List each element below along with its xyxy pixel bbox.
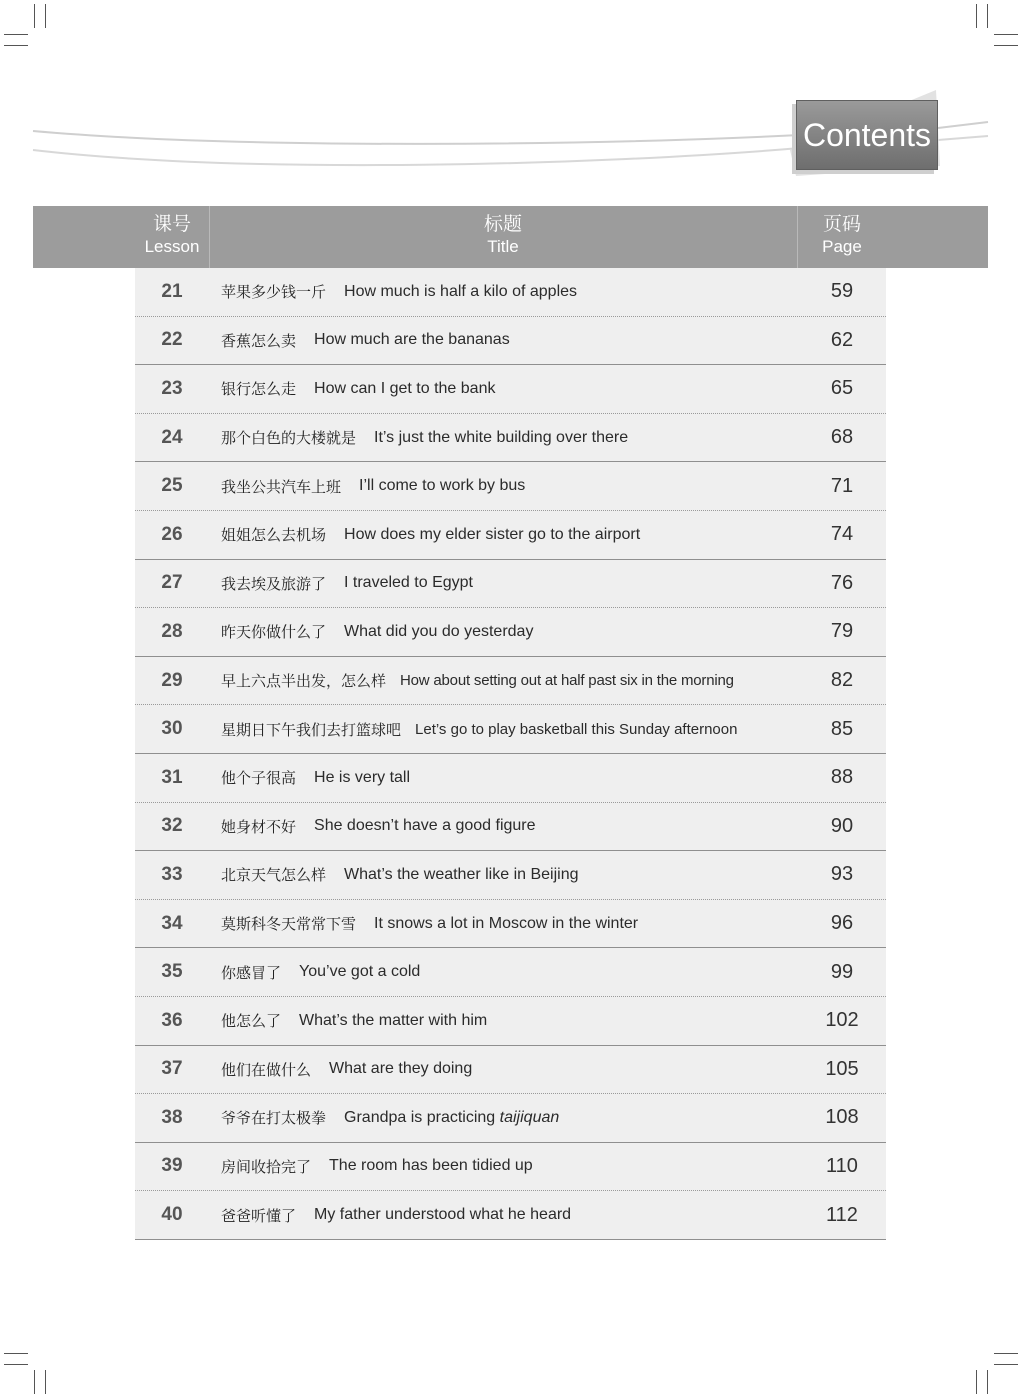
lesson-title [221, 657, 796, 705]
page-number: 108 [825, 1106, 859, 1129]
header-lesson-cn: 课号 [152, 213, 191, 235]
lesson-title-en: He is very tall [314, 768, 411, 786]
table-row[interactable] [135, 900, 886, 949]
lesson-number: 35 [161, 961, 183, 983]
lesson-number: 24 [161, 426, 183, 448]
page-number: 62 [830, 328, 854, 351]
lesson-title-cn: 星期日下午我们去打篮球吧 [221, 720, 402, 739]
page-number: 85 [830, 717, 854, 740]
lesson-title-en: How does my elder sister go to the airport [344, 525, 641, 543]
table-row[interactable] [135, 1046, 886, 1095]
lesson-title-cn: 我去埃及旅游了 [221, 574, 327, 593]
lesson-title [221, 365, 796, 413]
lesson-title [221, 851, 796, 899]
lesson-number: 40 [161, 1204, 183, 1226]
lesson-title-en: What are they doing [329, 1060, 473, 1078]
lesson-title-cn: 银行怎么走 [221, 380, 297, 399]
lesson-title [221, 997, 796, 1045]
header-lesson [135, 206, 209, 268]
lesson-title-en: You’ve got a cold [299, 963, 421, 981]
crop-mark [994, 1364, 1018, 1365]
lesson-number: 30 [161, 718, 183, 740]
page-number: 82 [830, 669, 854, 692]
lesson-title-cn: 他们在做什么 [221, 1060, 312, 1079]
lesson-title-en: It snows a lot in Moscow in the winter [374, 914, 639, 932]
table-row[interactable] [135, 414, 886, 463]
lesson-title-en: I’ll come to work by bus [359, 477, 526, 495]
lesson-title-en [344, 1109, 559, 1127]
lesson-title [221, 948, 796, 996]
crop-mark [4, 1364, 28, 1365]
lesson-number: 38 [161, 1106, 183, 1128]
page-number: 79 [830, 620, 854, 643]
lesson-title-cn: 房间收拾完了 [221, 1157, 312, 1176]
lesson-number: 33 [161, 863, 183, 885]
lesson-title-cn: 爸爸听懂了 [221, 1206, 297, 1225]
table-row[interactable] [135, 997, 886, 1046]
lesson-title [221, 511, 796, 559]
header-page [798, 206, 886, 268]
table-row[interactable] [135, 317, 886, 366]
lesson-title [221, 900, 796, 948]
table-row[interactable] [135, 803, 886, 852]
lesson-number: 28 [161, 620, 183, 642]
crop-mark [976, 1370, 977, 1394]
page-number: 71 [830, 474, 854, 497]
page-number: 102 [825, 1009, 859, 1032]
lesson-title-en: It’s just the white building over there [374, 428, 629, 446]
table-row[interactable] [135, 1094, 886, 1143]
page-number: 105 [825, 1057, 859, 1080]
lesson-title [221, 1143, 796, 1191]
lesson-title-en: What’s the matter with him [299, 1011, 488, 1029]
table-row[interactable] [135, 608, 886, 657]
lesson-number: 36 [161, 1009, 183, 1031]
table-row[interactable] [135, 705, 886, 754]
page-number: 59 [830, 280, 854, 303]
table-row[interactable] [135, 1191, 886, 1240]
page-number: 74 [830, 523, 854, 546]
lesson-title [221, 608, 796, 656]
table-row[interactable] [135, 657, 886, 706]
lesson-title-en: What’s the weather like in Beijing [344, 865, 579, 883]
lesson-number: 31 [161, 766, 183, 788]
lesson-number: 22 [161, 329, 183, 351]
lesson-title [221, 414, 796, 462]
page-number: 96 [830, 912, 854, 935]
lesson-title-cn: 莫斯科冬天常常下雪 [221, 915, 357, 934]
lesson-number: 32 [161, 815, 183, 837]
lesson-number: 37 [161, 1058, 183, 1080]
header-title-cn: 标题 [483, 213, 522, 235]
header-page-cn: 页码 [822, 213, 861, 235]
lesson-title-cn: 那个白色的大楼就是 [221, 429, 357, 448]
lesson-number: 34 [161, 912, 183, 934]
lesson-title-en: The room has been tidied up [329, 1157, 533, 1175]
lesson-title [221, 754, 796, 802]
lesson-title-cn: 姐姐怎么去机场 [221, 526, 327, 545]
table-row[interactable] [135, 754, 886, 803]
lesson-title [221, 462, 796, 510]
lesson-title [221, 1191, 796, 1239]
lesson-number: 23 [161, 377, 183, 399]
lesson-title [221, 705, 796, 753]
header-lesson-en: Lesson [144, 237, 200, 256]
lesson-title-cn: 她身材不好 [221, 817, 297, 836]
page-number: 93 [830, 863, 854, 886]
page-number: 99 [830, 960, 854, 983]
header-title [210, 206, 796, 268]
page-number: 68 [830, 426, 854, 449]
page-number: 65 [830, 377, 854, 400]
lesson-title [221, 803, 796, 851]
page-number: 112 [826, 1203, 858, 1226]
lesson-title-en-italic: taijiquan [499, 1108, 560, 1126]
lesson-title-cn: 他个子很高 [221, 769, 297, 788]
crop-mark [994, 1353, 1018, 1354]
lesson-number: 26 [161, 523, 183, 545]
lesson-title-en: She doesn’t have a good figure [314, 817, 536, 835]
lesson-title-cn: 苹果多少钱一斤 [221, 283, 327, 302]
lesson-title [221, 560, 796, 608]
lesson-title-en: Let’s go to play basketball this Sunday afternoon [415, 720, 738, 738]
lesson-title [221, 268, 796, 316]
lesson-title-cn: 我坐公共汽车上班 [221, 477, 342, 496]
lesson-number: 39 [161, 1155, 183, 1177]
header-title-en: Title [487, 237, 519, 256]
lesson-title-cn: 他怎么了 [221, 1012, 282, 1031]
lesson-title-cn: 昨天你做什么了 [221, 623, 327, 642]
header-page-en: Page [822, 237, 862, 256]
table-row[interactable] [135, 851, 886, 900]
lesson-title-cn: 北京天气怎么样 [221, 866, 327, 885]
lesson-title-en: How about setting out at half past six in the morning [400, 672, 734, 690]
table-row[interactable] [135, 268, 886, 317]
lesson-title-cn: 爷爷在打太极拳 [221, 1109, 327, 1128]
table-row[interactable] [135, 365, 886, 414]
lesson-title-en: What did you do yesterday [344, 622, 534, 640]
lesson-title-cn: 早上六点半出发，怎么样 [221, 672, 387, 691]
lesson-number: 21 [161, 280, 183, 302]
contents-tab: Contents [796, 100, 938, 170]
lesson-number: 25 [161, 475, 183, 497]
lesson-title-en-text: Grandpa is practicing [344, 1108, 496, 1126]
crop-mark [4, 1353, 28, 1354]
lesson-title-en: How can I get to the bank [314, 379, 496, 397]
page-number: 110 [826, 1154, 858, 1177]
lesson-number: 29 [161, 669, 183, 691]
lesson-title-cn: 你感冒了 [221, 963, 282, 982]
lesson-title-en: How much are the bananas [314, 331, 510, 349]
lesson-title-en: How much is half a kilo of apples [344, 282, 578, 300]
contents-table [135, 268, 886, 1240]
lesson-title-cn: 香蕉怎么卖 [221, 331, 297, 350]
page-number: 76 [830, 571, 854, 594]
crop-mark [34, 1370, 35, 1394]
table-header [33, 206, 988, 268]
page-number: 90 [830, 814, 854, 837]
lesson-title [221, 1094, 796, 1142]
crop-mark [987, 1370, 988, 1394]
crop-mark [45, 1370, 46, 1394]
lesson-number: 27 [161, 572, 183, 594]
table-row[interactable] [135, 948, 886, 997]
table-row[interactable] [135, 462, 886, 511]
lesson-title [221, 317, 796, 365]
table-row[interactable] [135, 1143, 886, 1192]
lesson-title [221, 1046, 796, 1094]
table-row[interactable] [135, 560, 886, 609]
lesson-title-en: I traveled to Egypt [344, 574, 473, 592]
table-row[interactable] [135, 511, 886, 560]
page-number: 88 [830, 766, 854, 789]
lesson-title-en: My father understood what he heard [314, 1206, 572, 1224]
